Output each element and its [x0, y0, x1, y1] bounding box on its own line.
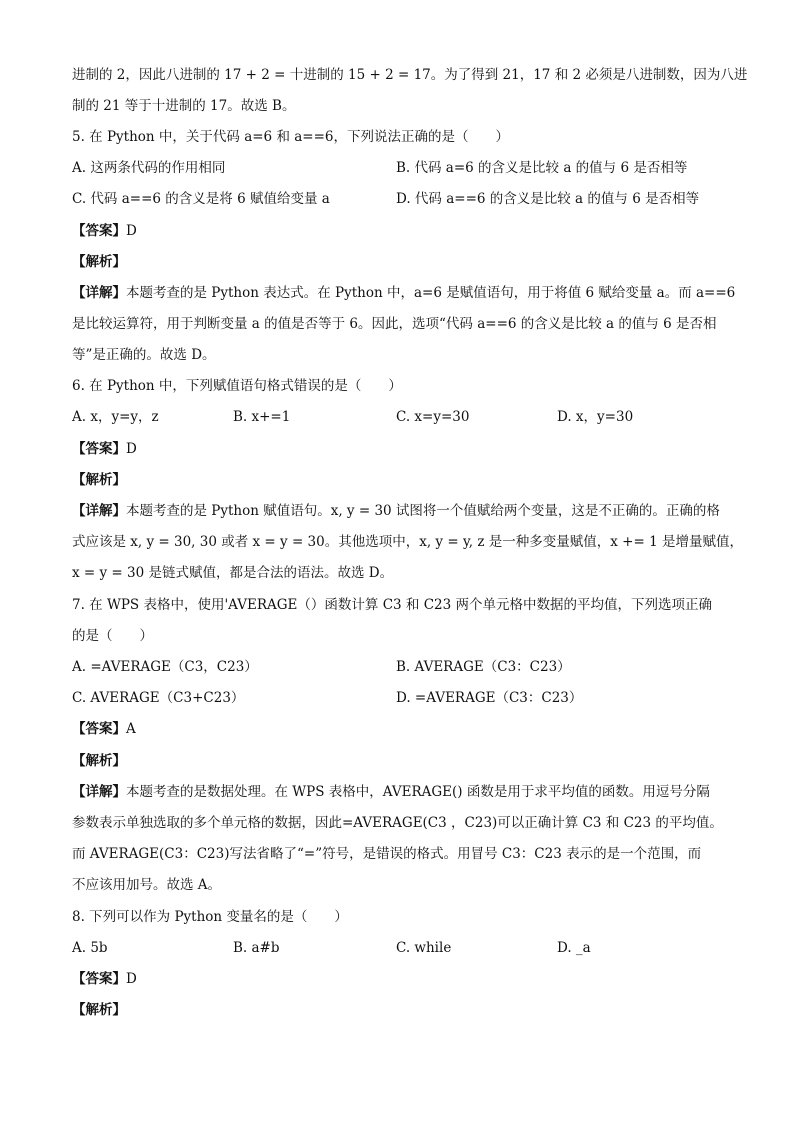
- option-d: D. =AVERAGE（C3：C23）: [396, 690, 583, 706]
- option-a: A. 5b: [72, 940, 108, 956]
- analysis-line: [72, 752, 126, 770]
- answer-label: 【答案】: [72, 441, 126, 457]
- answer-label: 【答案】: [72, 223, 126, 239]
- question-stem: 7. 在 WPS 表格中，使用'AVERAGE（）函数计算 C3 和 C23 两个单元格中数据的平均值，下列选项正确: [72, 597, 712, 613]
- option-d: D. x，y=30: [557, 409, 634, 425]
- option-a: A. x，y=y，z: [72, 409, 159, 425]
- detail-line: [72, 284, 735, 302]
- option-c: C. 代码 a==6 的含义是将 6 赋值给变量 a: [72, 191, 330, 207]
- intro-line: 制的 21 等于十进制的 17。故选 B。: [72, 98, 296, 114]
- answer-value: D: [126, 441, 137, 457]
- option-d: D. 代码 a==6 的含义是比较 a 的值与 6 是否相等: [396, 191, 700, 207]
- answer-line: [72, 720, 136, 738]
- detail-label: 【详解】: [72, 285, 126, 301]
- option-c: C. while: [396, 940, 452, 956]
- option-c: C. AVERAGE（C3+C23）: [72, 690, 245, 706]
- detail-line: x = y = 30 是链式赋值，都是合法的语法。故选 D。: [72, 565, 394, 581]
- option-d: D. _a: [557, 940, 591, 956]
- analysis-label: 【解析】: [72, 1002, 126, 1018]
- answer-value: A: [126, 721, 136, 737]
- answer-label: 【答案】: [72, 971, 126, 987]
- detail-line: 而 AVERAGE(C3：C23)写法省略了“=”符号，是错误的格式。用冒号 C3：C23 表示的是一个范围，而: [72, 846, 702, 862]
- analysis-line: [72, 1001, 126, 1019]
- question-stem: 6. 在 Python 中，下列赋值语句格式错误的是（ ）: [72, 378, 402, 394]
- option-a: A. =AVERAGE（C3，C23）: [72, 659, 258, 675]
- detail-line: 等”是正确的。故选 D。: [72, 347, 216, 363]
- answer-label: 【答案】: [72, 721, 126, 737]
- question-stem: 的是（ ）: [72, 628, 153, 644]
- detail-line: 参数表示单独选取的多个单元格的数据，因此=AVERAGE(C3 ，C23)可以正确计算 C3 和 C23 的平均值。: [72, 815, 723, 831]
- detail-line: 不应该用加号。故选 A。: [72, 877, 222, 893]
- detail-line: [72, 502, 720, 520]
- detail-label: 【详解】: [72, 503, 126, 519]
- detail-text: 本题考查的是 Python 赋值语句。x, y = 30 试图将一个值赋给两个变量，这是不正确的。正确的格: [126, 503, 720, 519]
- detail-text: 本题考查的是数据处理。在 WPS 表格中，AVERAGE() 函数是用于求平均值的函数。用逗号分隔: [126, 784, 710, 800]
- option-b: B. 代码 a=6 的含义是比较 a 的值与 6 是否相等: [396, 160, 688, 176]
- detail-line: [72, 783, 710, 801]
- answer-value: D: [126, 223, 137, 239]
- option-a: A. 这两条代码的作用相同: [72, 160, 226, 176]
- detail-label: 【详解】: [72, 784, 126, 800]
- option-c: C. x=y=30: [396, 409, 470, 425]
- answer-line: [72, 222, 137, 240]
- analysis-line: [72, 253, 126, 271]
- analysis-label: 【解析】: [72, 472, 126, 488]
- analysis-line: [72, 471, 126, 489]
- answer-value: D: [126, 971, 137, 987]
- option-b: B. x+=1: [233, 409, 291, 425]
- analysis-label: 【解析】: [72, 254, 126, 270]
- intro-line: 进制的 2，因此八进制的 17 + 2 = 十进制的 15 + 2 = 17。为了得到 21，17 和 2 必须是八进制数，因为八进: [72, 67, 748, 83]
- detail-text: 本题考查的是 Python 表达式。在 Python 中，a=6 是赋值语句，用于将值 6 赋给变量 a。而 a==6: [126, 285, 736, 301]
- option-b: B. AVERAGE（C3：C23）: [396, 659, 571, 675]
- question-stem: 8. 下列可以作为 Python 变量名的是（ ）: [72, 909, 348, 925]
- question-stem: 5. 在 Python 中，关于代码 a=6 和 a==6，下列说法正确的是（ ）: [72, 129, 509, 145]
- analysis-label: 【解析】: [72, 753, 126, 769]
- detail-line: 式应该是 x, y = 30, 30 或者 x = y = 30。其他选项中，x, y = y, z 是一种多变量赋值，x += 1 是增量赋值，: [72, 534, 743, 550]
- option-b: B. a#b: [233, 940, 280, 956]
- answer-line: [72, 970, 137, 988]
- detail-line: 是比较运算符，用于判断变量 a 的值是否等于 6。因此，选项“代码 a==6 的含义是比较 a 的值与 6 是否相: [72, 316, 717, 332]
- answer-line: [72, 440, 137, 458]
